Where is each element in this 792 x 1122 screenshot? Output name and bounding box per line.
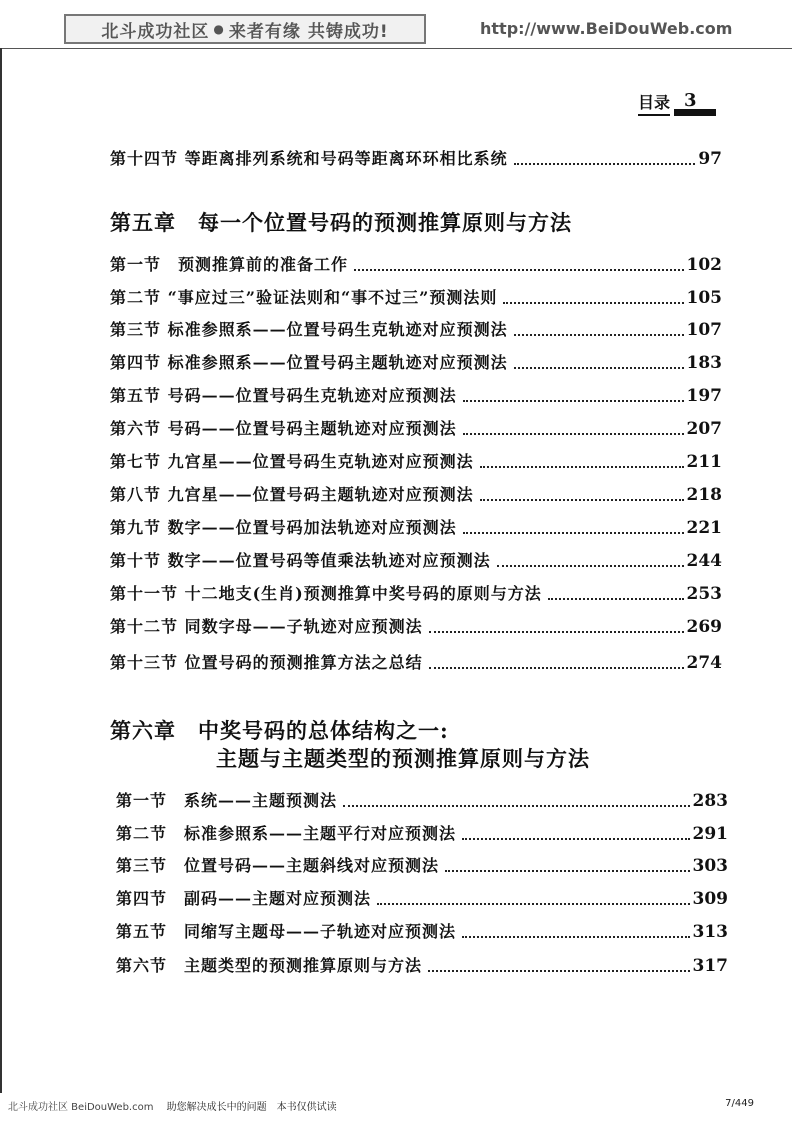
page-top-rule [0,48,792,49]
chapter-6-heading: 第六章 中奖号码的总体结构之一: [110,718,449,743]
toc-entry-page: 97 [698,149,722,169]
toc-entry-page: 253 [686,584,722,604]
toc-dot-leader [503,302,683,304]
toc-entry-title: 第八节 九宫星——位置号码主题轨迹对应预测法 [110,485,474,504]
toc-entry-page: 197 [686,386,722,406]
toc-entry[interactable] [116,821,728,844]
toc-dot-leader [497,565,684,567]
banner-text-community: 北斗成功社区 [101,21,210,42]
toc-entry-title: 第三节 位置号码——主题斜线对应预测法 [116,856,440,875]
toc-dot-leader [429,667,684,669]
toc-dot-leader [480,499,684,501]
toc-entry[interactable] [116,886,728,909]
toc-entry-page: 207 [686,419,722,439]
toc-dot-leader [514,334,684,336]
site-banner [64,14,426,44]
toc-entry[interactable] [110,252,722,275]
page-left-edge [0,48,2,1093]
toc-dot-leader [514,367,684,369]
toc-entry[interactable] [110,146,722,169]
toc-entry[interactable] [110,650,722,673]
toc-entry-page: 317 [692,956,728,976]
toc-entry-title: 第十二节 同数字母——子轨迹对应预测法 [110,617,423,636]
toc-entry-page: 107 [686,320,722,340]
toc-entry-page: 102 [686,255,722,275]
toc-entry[interactable] [110,350,722,373]
chapter-6-subheading: 主题与主题类型的预测推算原则与方法 [216,746,590,771]
toc-dot-leader [463,433,684,435]
toc-entry-title: 第一节 预测推算前的准备工作 [110,255,349,274]
toc-entry-page: 291 [692,824,728,844]
toc-entry-page: 183 [686,353,722,373]
toc-entry-page: 105 [686,288,722,308]
running-head [638,90,716,116]
toc-dot-leader [548,598,684,600]
toc-entry-title: 第五节 同缩写主题母——子轨迹对应预测法 [116,922,457,941]
toc-dot-leader [377,903,689,905]
footer-site-link[interactable]: 北斗成功社区 BeiDouWeb.com [8,1102,154,1113]
footer-note: 助您解决成长中的问题 本书仅供试读 [166,1102,337,1113]
toc-dot-leader [343,805,689,807]
toc-entry-title: 第十四节 等距离排列系统和号码等距离环环相比系统 [110,149,508,168]
toc-entry-title: 第十三节 位置号码的预测推算方法之总结 [110,653,423,672]
toc-entry-page: 244 [686,551,722,571]
toc-entry[interactable] [116,853,728,876]
running-head-label: 目录 [638,90,670,116]
toc-entry[interactable] [110,515,722,538]
toc-entry-title: 第二节 标准参照系——主题平行对应预测法 [116,824,457,843]
toc-entry[interactable] [110,317,722,340]
footer-left [8,1098,337,1113]
toc-entry-page: 218 [686,485,722,505]
toc-dot-leader [354,269,683,271]
toc-entry[interactable] [110,482,722,505]
toc-entry[interactable] [110,581,722,604]
bullet-icon: ● [213,22,225,36]
toc-entry-page: 221 [686,518,722,538]
toc-entry-title: 第七节 九宫星——位置号码生克轨迹对应预测法 [110,452,474,471]
toc-dot-leader [463,400,684,402]
toc-entry[interactable] [110,548,722,571]
toc-entry[interactable] [116,788,728,811]
toc-entry-title: 第一节 系统——主题预测法 [116,791,338,810]
toc-entry-title: 第六节 号码——位置号码主题轨迹对应预测法 [110,419,457,438]
toc-entry-title: 第十一节 十二地支(生肖)预测推算中奖号码的原则与方法 [110,584,542,603]
toc-dot-leader [428,970,689,972]
toc-dot-leader [480,466,684,468]
toc-entry-page: 309 [692,889,728,909]
toc-entry-page: 283 [692,791,728,811]
toc-entry-title: 第二节 “事应过三”验证法则和“事不过三”预测法则 [110,288,498,307]
toc-entry-title: 第九节 数字——位置号码加法轨迹对应预测法 [110,518,457,537]
banner-text-slogan: 来者有缘 共铸成功! [228,21,389,42]
toc-dot-leader [429,631,684,633]
toc-dot-leader [462,838,689,840]
toc-entry[interactable] [110,285,722,308]
toc-entry-page: 269 [686,617,722,637]
toc-dot-leader [463,532,684,534]
toc-entry-page: 313 [692,922,728,942]
page-counter: 7/449 [725,1098,754,1109]
running-head-page-number: 3 [674,93,716,116]
toc-dot-leader [462,936,689,938]
toc-entry[interactable] [110,449,722,472]
site-url-link[interactable]: http://www.BeiDouWeb.com [480,19,733,38]
toc-entry-title: 第六节 主题类型的预测推算原则与方法 [116,956,423,975]
toc-entry[interactable] [116,953,728,976]
toc-entry[interactable] [110,614,722,637]
toc-entry-page: 211 [686,452,722,472]
toc-dot-leader [514,163,696,165]
chapter-5-heading: 第五章 每一个位置号码的预测推算原则与方法 [110,210,572,235]
toc-dot-leader [445,870,689,872]
toc-entry[interactable] [116,919,728,942]
toc-entry-page: 274 [686,653,722,673]
toc-entry-title: 第五节 号码——位置号码生克轨迹对应预测法 [110,386,457,405]
toc-entry[interactable] [110,416,722,439]
toc-entry-page: 303 [692,856,728,876]
toc-entry-title: 第三节 标准参照系——位置号码生克轨迹对应预测法 [110,320,508,339]
toc-entry[interactable] [110,383,722,406]
toc-entry-title: 第四节 标准参照系——位置号码主题轨迹对应预测法 [110,353,508,372]
toc-entry-title: 第十节 数字——位置号码等值乘法轨迹对应预测法 [110,551,491,570]
toc-entry-title: 第四节 副码——主题对应预测法 [116,889,372,908]
